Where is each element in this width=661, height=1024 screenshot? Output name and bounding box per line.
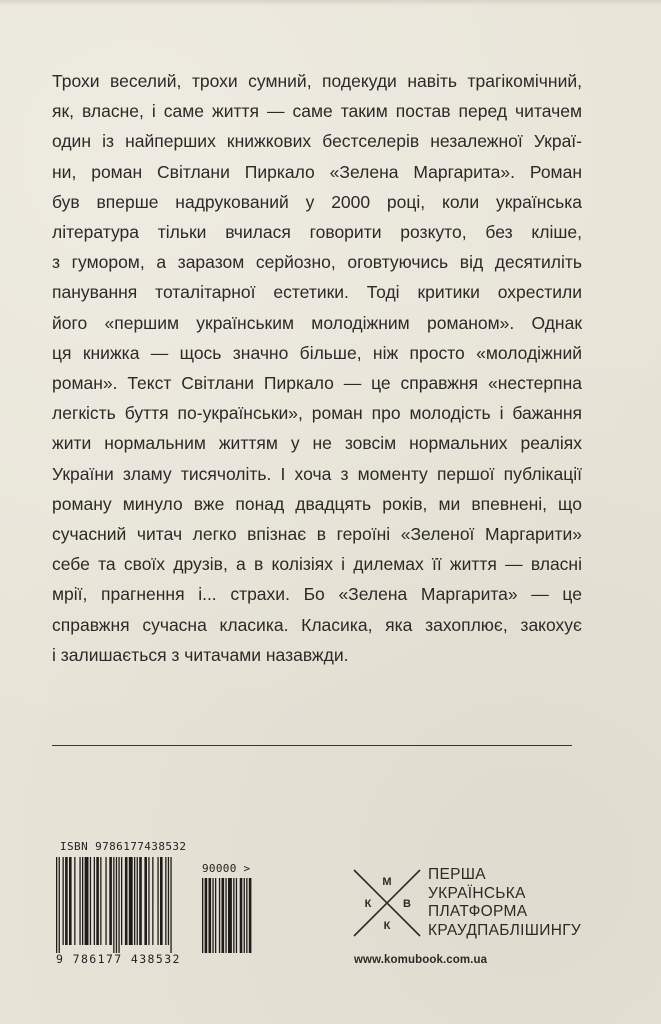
barcode-bar <box>236 878 237 953</box>
blurb-line: мрії, прагнення і... страхи. Бо «Зелена Маргарита» — це <box>52 584 582 605</box>
barcode-bar <box>65 857 68 945</box>
isbn-label: ISBN 9786177438532 <box>60 840 187 853</box>
barcode-bar <box>139 857 142 945</box>
tagline-line: ПЕРША <box>428 866 486 883</box>
barcode-bar <box>215 878 216 953</box>
cover-edge-shadow <box>0 0 661 6</box>
barcode-bar <box>125 857 128 945</box>
tagline-line: УКРАЇНСЬКА <box>428 884 526 902</box>
blurb-line: один із найперших книжкових бестселерів незалежної Украї- <box>52 131 582 152</box>
barcode-bar <box>165 857 166 945</box>
logo-letter-left: К <box>364 898 372 910</box>
horizontal-divider <box>52 745 572 746</box>
barcode-bar <box>249 878 252 953</box>
barcode-bar <box>96 857 99 945</box>
barcode-bar <box>157 857 158 945</box>
blurb-line: ця книжка — щось значно більше, ніж просто «молодіжний <box>52 342 582 363</box>
barcode-bar <box>105 857 106 945</box>
blurb-line: сучасний читач легко впізнає в героїні «Зеленої Маргарити» <box>52 524 582 545</box>
blurb-line: був вперше надрукований у 2000 році, коли українська <box>52 191 582 212</box>
blurb-line: себе та своїх друзів, а в колізіях і дилемах її життя — власні <box>52 554 582 575</box>
blurb-line: роману минуло вже понад двадцять років, ми впевнені, що <box>52 493 582 514</box>
barcode-bar <box>168 857 169 945</box>
barcode-bar <box>74 857 75 945</box>
barcode-bar <box>94 857 95 945</box>
publisher-website: www.komubook.com.ua <box>354 954 488 966</box>
barcode-bar <box>233 878 234 953</box>
blurb-line: Трохи веселий, трохи сумний, подекуди навіть трагікомічний, <box>52 71 582 91</box>
barcode-bar <box>228 878 232 953</box>
blurb-line: України зламу тисячоліть. І хоча з моменту першої публікації <box>52 463 582 484</box>
blurb-line: його «першим українським молодіжним романом». Однак <box>52 312 582 333</box>
barcode-bar <box>129 857 133 945</box>
barcode-bar <box>148 857 149 945</box>
barcode-bar <box>100 857 101 945</box>
barcode-bar <box>152 857 153 945</box>
blurb-line: справжня сучасна класика. Класика, яка захоплює, закохує <box>52 614 582 635</box>
blurb-line: жити нормальним життям у не зовсім нормальних реаліях <box>52 433 582 454</box>
barcode-digits: 9 786177 438532 <box>56 952 181 966</box>
isbn-barcode <box>56 840 271 970</box>
barcode-bar <box>69 857 72 945</box>
barcode-bar <box>246 878 247 953</box>
blurb-line: ни, роман Світлани Пиркало «Зелена Маргарита». Роман <box>52 161 582 182</box>
barcode-bar <box>118 857 119 953</box>
barcode-bar <box>225 878 226 953</box>
barcode-bar <box>144 857 147 945</box>
barcode-bar <box>79 857 80 945</box>
logo-letter-right: В <box>403 898 411 910</box>
barcode-bar <box>56 857 57 953</box>
blurb-text <box>52 66 582 670</box>
blurb-line: панування тоталітарної естетики. Тоді критики охрестили <box>52 282 582 303</box>
blurb-line: і залишається з читачами назавжди. <box>52 644 349 665</box>
barcode-bar <box>59 857 60 953</box>
blurb-line: легкість буття по-українськи», роман про молодість і бажання <box>52 403 582 424</box>
barcode-bar <box>160 857 163 945</box>
barcode-addon-price: 90000 > <box>202 862 251 875</box>
barcode-bar <box>137 857 138 945</box>
blurb-line: з гумором, а заразом серйозно, оговтуючись від десятиліть <box>52 252 582 273</box>
barcode-bar <box>244 878 245 953</box>
barcode-bars <box>56 857 196 953</box>
barcode-bar <box>212 878 213 953</box>
barcode-bar <box>113 857 114 953</box>
barcode-addon-bars <box>202 878 252 953</box>
barcode-bar <box>116 857 117 953</box>
barcode-bar <box>205 878 208 953</box>
barcode-bar <box>63 857 64 945</box>
blurb-line: література тільки вчилася говорити розкуто, без кліше, <box>52 222 582 243</box>
publisher-tagline <box>428 866 581 940</box>
barcode-bar <box>170 857 171 953</box>
logo-letter-top: М <box>382 876 392 888</box>
barcode-bar <box>82 857 83 945</box>
blurb-line: як, власне, і саме життя — саме таким постав перед читачем <box>52 101 582 122</box>
barcode-bar <box>121 857 122 945</box>
barcode-bar <box>134 857 135 945</box>
barcode-bar <box>240 878 243 953</box>
barcode-bar <box>90 857 91 945</box>
barcode-bar <box>209 878 212 953</box>
barcode-bar <box>222 878 225 953</box>
barcode-bar <box>219 878 220 953</box>
barcode-bar <box>109 857 112 945</box>
blurb-line: роман». Текст Світлани Пиркало — це справжня «нестерпна <box>52 373 582 394</box>
barcode-bar <box>85 857 89 945</box>
barcode-bar <box>202 878 203 953</box>
tagline-line: ПЛАТФОРМА <box>428 903 528 920</box>
tagline-line: КРАУДПАБЛІШИНГУ <box>428 921 582 939</box>
komubook-logo <box>352 868 422 938</box>
logo-letter-bottom: К <box>383 920 391 932</box>
